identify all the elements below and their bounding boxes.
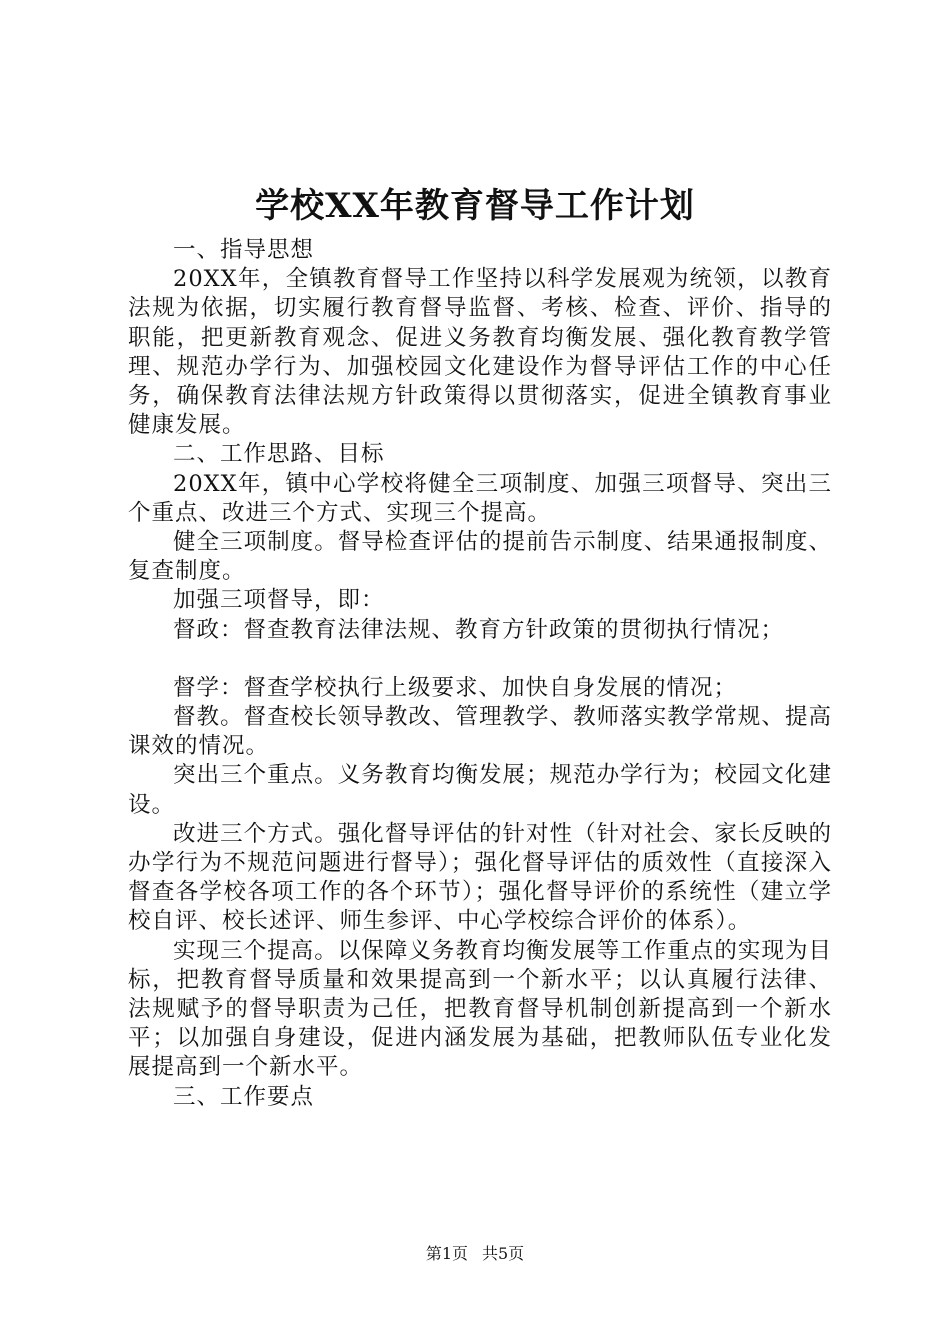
page-footer (0, 1244, 950, 1264)
paragraph-du-xue: 督学：督查学校执行上级要求、加快自身发展的情况； (173, 674, 738, 701)
paragraph-three-improvements: 实现三个提高。以保障义务教育均衡发展等工作重点的实现为目标，把教育督导质量和效果提高到一个新水平；以认真履行法律、法规赋予的督导职责为己任，把教育督导机制创新提高到一个新水平；以加强自身建设，促进内涵发展为基础，把教师队伍专业化发展提高到一个新水平。 (128, 937, 832, 1081)
section-heading-1: 一、指导思想 (173, 237, 315, 263)
paragraph-three-supervisions: 加强三项督导，即： (173, 587, 385, 614)
document-title: 学校XX年教育督导工作计划 (255, 186, 695, 226)
paragraph-work-approach: 20XX年，镇中心学校将健全三项制度、加强三项督导、突出三个重点、改进三个方式、实现三个提高。 (128, 470, 832, 526)
paragraph-three-focuses: 突出三个重点。义务教育均衡发展；规范办学行为；校园文化建设。 (128, 762, 832, 818)
paragraph-du-zheng: 督政：督查教育法律法规、教育方针政策的贯彻执行情况； (173, 616, 785, 643)
section-heading-3: 三、工作要点 (173, 1083, 315, 1110)
section-heading-2: 二、工作思路、目标 (173, 441, 385, 468)
paragraph-du-jiao: 督教。督查校长领导教改、管理教学、教师落实教学常规、提高课效的情况。 (128, 704, 832, 760)
document-body (128, 236, 832, 1112)
paragraph-three-methods: 改进三个方式。强化督导评估的针对性（针对社会、家长反映的办学行为不规范问题进行督导）；强化督导评估的质效性（直接深入督查各学校各项工作的各个环节）；强化督导评价的系统性（建立学校自评、校长述评、师生参评、中心学校综合评价的体系）。 (128, 820, 832, 935)
page-number: 第1页 (425, 1244, 468, 1263)
page-total: 共5页 (482, 1244, 525, 1263)
paragraph-guiding-thought: 20XX年，全镇教育督导工作坚持以科学发展观为统领，以教育法规为依据，切实履行教育督导监督、考核、检查、评价、指导的职能，把更新教育观念、促进义务教育均衡发展、强化教育教学管理、规范办学行为、加强校园文化建设作为督导评估工作的中心任务，确保教育法律法规方针政策得以贯彻落实，促进全镇教育事业健康发展。 (128, 266, 832, 439)
paragraph-three-systems: 健全三项制度。督导检查评估的提前告示制度、结果通报制度、复查制度。 (128, 529, 832, 585)
